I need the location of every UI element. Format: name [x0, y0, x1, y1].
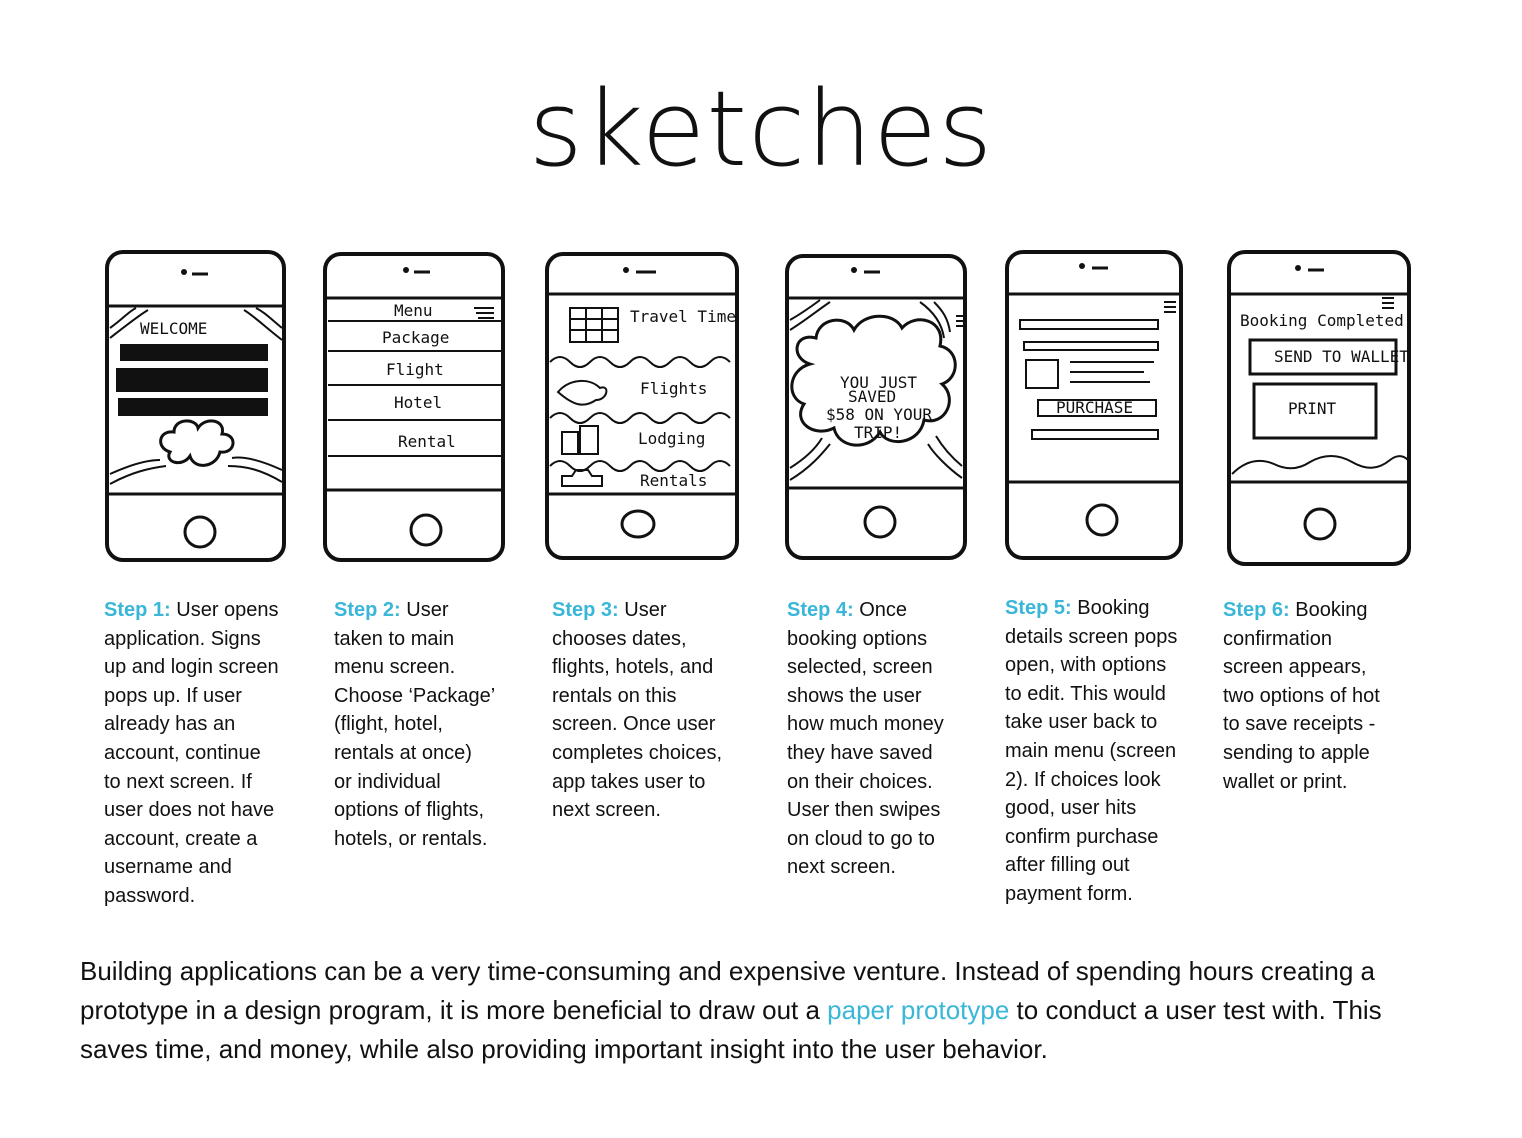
- phone6-booking-completed-text: Booking Completed: [1240, 311, 1404, 330]
- caption-line: password.: [104, 884, 196, 907]
- caption-line: already has an: [104, 713, 236, 736]
- caption-line: details screen pops: [1005, 625, 1178, 648]
- caption-line: up and login screen: [104, 656, 279, 679]
- caption-line: completes choices,: [552, 741, 723, 764]
- phone4-line4-text: TRIP!: [854, 423, 903, 442]
- phone2-flight-text: Flight: [386, 360, 444, 379]
- caption-line: to edit. This would: [1005, 682, 1166, 705]
- caption-line: payment form.: [1005, 882, 1133, 905]
- phone4-line2-text: SAVED: [848, 387, 897, 406]
- caption-line: (flight, hotel,: [334, 713, 443, 736]
- phone-sketch-2: [322, 248, 508, 566]
- caption-line: account, continue: [104, 741, 261, 764]
- phone3-lodging-text: Lodging: [638, 429, 706, 448]
- step-caption-3: [552, 596, 752, 825]
- phone4-line3-text: $58 ON YOUR: [826, 405, 932, 424]
- caption-line: sending to apple: [1223, 741, 1370, 764]
- caption-line: User then swipes: [787, 799, 941, 822]
- step-caption-2: [334, 596, 524, 853]
- caption-line: account, create a: [104, 827, 258, 850]
- caption-line: confirm purchase: [1005, 825, 1159, 848]
- step-label: Step 3:: [552, 599, 619, 621]
- phone2-hotel-text: Hotel: [394, 393, 443, 412]
- caption-line: User: [624, 599, 667, 621]
- caption-line: to next screen. If: [104, 770, 252, 793]
- caption-line: chooses dates,: [552, 627, 687, 650]
- phone-sketch-3: [544, 248, 740, 566]
- step-label: Step 5:: [1005, 597, 1072, 619]
- step-caption-6: [1223, 596, 1423, 796]
- caption-line: to save receipts -: [1223, 713, 1376, 736]
- caption-line: after filling out: [1005, 854, 1130, 877]
- caption-line: or individual: [334, 770, 441, 793]
- caption-line: Booking: [1077, 597, 1150, 619]
- caption-line: on cloud to go to: [787, 827, 935, 850]
- phone-sketch-4: [784, 248, 970, 566]
- step-label: Step 1:: [104, 599, 171, 621]
- phone1-welcome-text: WELCOME: [140, 319, 208, 338]
- caption-line: how much money: [787, 713, 944, 736]
- phone-sketch-1: [104, 248, 288, 566]
- phone4-line1-text: YOU JUST: [840, 373, 918, 392]
- step-caption-1: [104, 596, 300, 911]
- caption-line: 2). If choices look: [1005, 768, 1161, 791]
- step-label: Step 6:: [1223, 599, 1290, 621]
- step-caption-5: [1005, 594, 1205, 909]
- phone-sketch-6: [1226, 248, 1412, 570]
- caption-line: they have saved: [787, 741, 933, 764]
- caption-line: on their choices.: [787, 770, 933, 793]
- page-title: sketches: [528, 68, 994, 190]
- caption-line: confirmation: [1223, 627, 1332, 650]
- caption-line: shows the user: [787, 684, 922, 707]
- description-paragraph: [80, 952, 1452, 1069]
- paragraph-text-before: Building applications can be a very time-consuming and expensive venture. Instead of spending hours creating a prototype in a design program, it is more beneficial to draw out a: [80, 956, 1376, 1025]
- caption-line: screen appears,: [1223, 656, 1367, 679]
- caption-line: pops up. If user: [104, 684, 242, 707]
- phone6-send-to-wallet-text: SEND TO WALLET: [1274, 347, 1409, 366]
- caption-line: open, with options: [1005, 654, 1167, 677]
- caption-line: Choose ‘Package’: [334, 684, 496, 707]
- paragraph-text-after: to conduct a user test with. This saves time, and money, while also providing important insight into the user behavior.: [80, 995, 1382, 1064]
- caption-line: next screen.: [552, 799, 661, 822]
- step-label: Step 4:: [787, 599, 854, 621]
- caption-line: screen. Once user: [552, 713, 716, 736]
- phone3-rentals-text: Rentals: [640, 471, 708, 490]
- caption-line: booking options: [787, 627, 928, 650]
- caption-line: username and: [104, 856, 232, 879]
- caption-line: User: [406, 599, 449, 621]
- caption-line: hotels, or rentals.: [334, 827, 488, 850]
- caption-line: rentals at once): [334, 741, 472, 764]
- phone3-travel-time-text: Travel Time: [630, 307, 736, 326]
- phone2-package-text: Package: [382, 328, 450, 347]
- caption-line: selected, screen: [787, 656, 933, 679]
- phone2-rental-text: Rental: [398, 432, 456, 451]
- caption-line: app takes user to: [552, 770, 706, 793]
- caption-line: flights, hotels, and: [552, 656, 714, 679]
- paper-prototype-highlight: paper prototype: [827, 995, 1010, 1025]
- step-label: Step 2:: [334, 599, 401, 621]
- caption-line: menu screen.: [334, 656, 456, 679]
- caption-line: wallet or print.: [1223, 770, 1348, 793]
- caption-line: next screen.: [787, 856, 896, 879]
- caption-line: rentals on this: [552, 684, 677, 707]
- caption-line: application. Signs: [104, 627, 261, 650]
- caption-line: User opens: [176, 599, 279, 621]
- phone-sketch-5: [1004, 248, 1184, 566]
- phone5-purchase-text: PURCHASE: [1056, 398, 1134, 417]
- caption-line: Booking: [1295, 599, 1368, 621]
- caption-line: Once: [859, 599, 908, 621]
- step-caption-4: [787, 596, 983, 882]
- caption-line: options of flights,: [334, 799, 485, 822]
- caption-line: good, user hits: [1005, 797, 1137, 820]
- caption-line: main menu (screen: [1005, 739, 1177, 762]
- caption-line: user does not have: [104, 799, 275, 822]
- caption-line: two options of hot: [1223, 684, 1380, 707]
- phone3-flights-text: Flights: [640, 379, 708, 398]
- phone6-print-text: PRINT: [1288, 399, 1337, 418]
- caption-line: taken to main: [334, 627, 455, 650]
- caption-line: take user back to: [1005, 711, 1158, 734]
- phone2-menu-text: Menu: [394, 301, 433, 320]
